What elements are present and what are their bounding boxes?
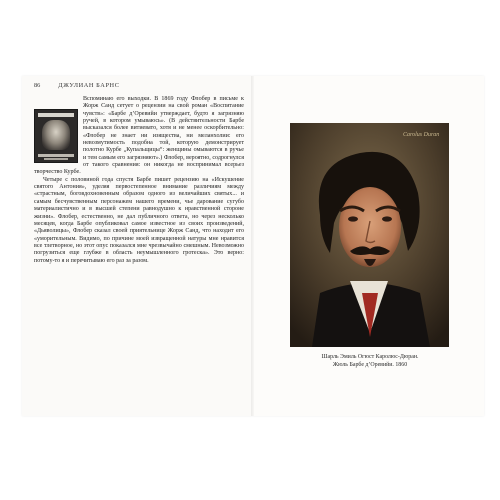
paragraph-2: Четыре с половиной года спустя Барбе пишет рецензию на «Искушение святого Антония», уделяя первостепенное внимание различиям между «страстным, боговдохновенным образом одного из величайших святых... и самым бесчувственным персонажем нашего времени, чье дарование сугубо материалистично и в высшей степени равнодушно к нравственной стороне жизни». Флобер, естественно, не дал публичного ответа, но через несколько месяцев, когда Барбе опубликовал самое известное из своих произведений, «Дьяволицы», Флобер сказал своей приятельнице Жорж Санд, что находит его «уморительным. Видимо, по причине моей извращенной натуры мне нравится все тлетворное, но этот опус показался мне чрезвычайно смешным. Невозможно погрузиться еще глубже в область неумышленного гротеска». Это верно: потому-то я и перечитываю его раз за разом. [34, 176, 244, 264]
page-number: 86 [34, 82, 41, 89]
left-page [22, 76, 252, 416]
paragraph-1 [34, 96, 244, 177]
book-spread [22, 76, 484, 416]
paragraph-1-text: Вспоминаю его выходки. В 1869 году Флобер в письме к Жорж Санд сетует о рецензии на свой роман «Воспитание чувств»: «Барбе д’Оревийи утверждает, будто я загрязняю ручей, в котором умываюсь». (В действительности Барбе высказался более витиевато, хотя и не менее оскорбительно: «Флобер не знает ни изящества, ни меланхолии: его невозмутимость подобна той, которую демонстрирует полотно Курбе „Купальщицы“: женщины омываются в ручье и тем самым его загрязняют».) Флобер, вероятно, содрогнулся от такого сравнения: он никогда не воспринимал всерьез творчество Курбе. [34, 96, 244, 176]
painting-signature: Carolus Duran [403, 132, 440, 138]
painting-caption [284, 354, 456, 369]
cover-footer-band-2 [44, 158, 68, 160]
running-title: ДЖУЛИАН БАРНС [58, 82, 120, 89]
caption-line-1: Шарль Эмиль Огюст Каролюс-Дюран. [321, 354, 419, 360]
portrait-painting [290, 123, 449, 347]
portrait-painting-image [290, 123, 449, 347]
running-head [34, 82, 244, 89]
body-text [34, 96, 244, 265]
cover-footer-band [38, 154, 74, 157]
right-page [254, 76, 484, 416]
cover-header-band [38, 113, 74, 117]
caption-line-2: Жюль Барбе д’Оревийи. 1860 [332, 361, 408, 368]
book-cover-figure [34, 109, 78, 163]
cover-portrait [42, 120, 70, 150]
